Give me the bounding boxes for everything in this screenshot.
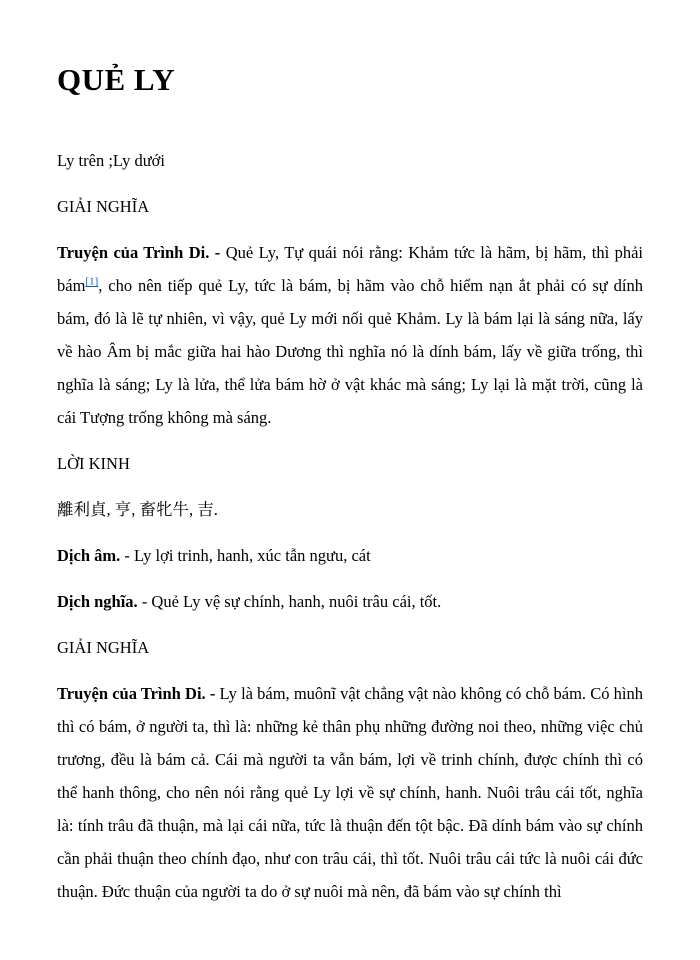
page-title: QUẺ LY bbox=[57, 62, 176, 97]
footnote-link-1[interactable]: [1] bbox=[85, 275, 99, 288]
paragraph-commentary-1 bbox=[57, 236, 643, 434]
classical-chinese-text: 離利貞, 亨, 畜牝牛, 吉. bbox=[57, 500, 218, 519]
author-label-2: Truyện của Trình Di. - bbox=[57, 684, 216, 703]
dich-nghia-label: Dịch nghĩa. bbox=[57, 592, 138, 611]
author-label-1: Truyện của Trình Di. - bbox=[57, 243, 221, 262]
trigram-subtitle: Ly trên ;Ly dưới bbox=[57, 151, 165, 170]
dich-nghia-text: - Quẻ Ly vệ sự chính, hanh, nuôi trâu cái, tốt. bbox=[137, 592, 442, 611]
paragraph-text-2: Ly là bám, muônĩ vật chẳng vật nào không có chỗ bám. Có hình thì có bám, ở người ta, thì là: những kẻ thân phụ những đường noi theo, những việc chủ trương, đều là bám cả. Cái mà người ta vẫn bám, lợi về trinh chính, được chính thì có thể hanh thông, cho nên nói rằng quẻ Ly lợi về sự chính, hanh. Nuôi trâu cái tốt, nghĩa là: tính trâu đã thuận, mà lại cái nữa, tức là thuận đến tột bậc. Đã dính bám vào sự chính cần phải thuận theo chính đạo, như con trâu cái, thì tốt. Nuôi trâu cái tức là nuôi cái đức thuận. Đức thuận của người ta do ở sự nuôi mà nên, đã bám vào sự chính thì bbox=[57, 684, 643, 901]
section-heading-giai-nghia-2: GIẢI NGHĨA bbox=[57, 638, 150, 657]
dich-am-line bbox=[57, 539, 643, 572]
dich-am-text: - Ly lợi trinh, hanh, xúc tẫn ngưu, cát bbox=[120, 546, 371, 565]
paragraph-text-before-footnote: Quẻ Ly, Tự quái nói rằng: Khảm tức là hãm, bị hãm, thì phải bám bbox=[57, 243, 643, 295]
paragraph-text-after-footnote: , cho nên tiếp quẻ Ly, tức là bám, bị hãm vào chỗ hiểm nạn ắt phải có sự dính bám, đó là lẽ tự nhiên, vì vậy, quẻ Ly mới nối quẻ Khảm. Ly là bám lại là sáng nữa, lấy về hào Âm bị mắc giữa hai hào Dương thì nghĩa nó là dính bám, lấy về giữa trống, thì nghĩa là sáng; Ly là lửa, thể lửa bám hờ ở vật khác mà sáng; Ly lại là mặt trời, cũng là cái Tượng trống không mà sáng. bbox=[57, 276, 643, 427]
dich-am-label: Dịch âm. bbox=[57, 546, 121, 565]
section-heading-loi-kinh: LỜI KINH bbox=[57, 454, 130, 473]
section-heading-giai-nghia-1: GIẢI NGHĨA bbox=[57, 197, 150, 216]
paragraph-commentary-2 bbox=[57, 677, 643, 908]
dich-nghia-line bbox=[57, 585, 643, 618]
